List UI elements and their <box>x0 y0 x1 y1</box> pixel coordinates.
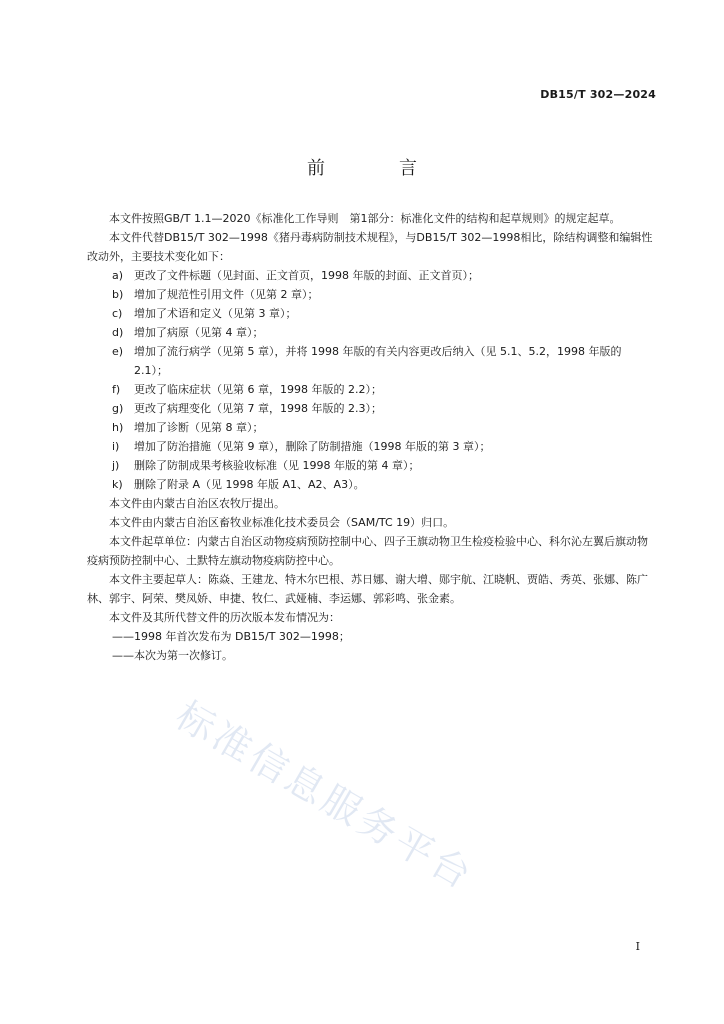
list-item <box>87 285 657 304</box>
drafting-rule-paragraph: 本文件按照GB/T 1.1—2020《标准化工作导则 第1部分：标准化文件的结构和起草规则》的规定起草。 <box>109 212 621 225</box>
section-title: 前 言 <box>307 158 445 179</box>
list-item-mark: g) <box>112 402 124 415</box>
drafters-paragraph: 本文件主要起草人：陈焱、王建龙、特木尔巴根、苏日娜、谢大增、郧宇航、江晓帆、贾皓、秀英、张娜、陈广林、郭宇、阿荣、樊凤娇、申捷、牧仁、武娅楠、李运娜、郭彩鸣、张金素。 <box>87 573 648 605</box>
list-item-mark: e) <box>112 345 124 358</box>
list-item <box>87 304 657 323</box>
list-item-mark: h) <box>112 421 124 434</box>
list-item <box>87 456 657 475</box>
list-item-mark: i) <box>112 440 120 453</box>
list-item-text: 增加了病原（见第 4 章）； <box>134 326 264 339</box>
list-item-mark: b) <box>112 288 124 301</box>
list-item-text: 增加了术语和定义（见第 3 章）； <box>134 307 297 320</box>
list-item-mark: j) <box>112 459 120 472</box>
list-item <box>87 437 657 456</box>
list-item-mark: k) <box>112 478 123 491</box>
replacement-paragraph: 本文件代替DB15/T 302—1998《猪丹毒病防制技术规程》，与DB15/T 302—1998相比，除结构调整和编辑性改动外，主要技术变化如下： <box>87 231 653 263</box>
page-number: I <box>635 940 640 953</box>
list-item-mark: c) <box>112 307 123 320</box>
list-item-mark: a) <box>112 269 124 282</box>
list-item <box>87 475 657 494</box>
history-intro-paragraph: 本文件及其所代替文件的历次版本发布情况为： <box>109 611 340 624</box>
list-item-text: 更改了病理变化（见第 7 章，1998 年版的 2.3）； <box>134 402 382 415</box>
history-line: ——本次为第一次修订。 <box>112 649 233 662</box>
list-item <box>87 418 657 437</box>
committee-paragraph: 本文件由内蒙古自治区畜牧业标准化技术委员会（SAM/TC 19）归口。 <box>109 516 455 529</box>
watermark: 标准信息服务平台 <box>168 692 482 899</box>
drafting-units-paragraph: 本文件起草单位：内蒙古自治区动物疫病预防控制中心、四子王旗动物卫生检疫检验中心、科尔沁左翼后旗动物疫病预防控制中心、土默特左旗动物疫病防控中心。 <box>87 535 648 567</box>
list-item-text: 删除了防制成果考核验收标准（见 1998 年版的第 4 章）； <box>134 459 420 472</box>
list-item-text: 增加了规范性引用文件（见第 2 章）； <box>134 288 319 301</box>
history-line: ——1998 年首次发布为 DB15/T 302—1998； <box>112 630 350 643</box>
list-item <box>87 399 657 418</box>
list-item <box>87 266 657 285</box>
list-item-text: 更改了文件标题（见封面、正文首页，1998 年版的封面、正文首页）； <box>134 269 479 282</box>
list-item <box>87 380 657 399</box>
list-item-mark: d) <box>112 326 124 339</box>
list-item-text: 更改了临床症状（见第 6 章，1998 年版的 2.2）； <box>134 383 382 396</box>
foreword-body <box>87 209 657 665</box>
list-item <box>87 323 657 342</box>
changes-list <box>87 266 657 494</box>
list-item <box>87 342 657 380</box>
list-item-text: 增加了诊断（见第 8 章）； <box>134 421 264 434</box>
list-item-text: 删除了附录 A（见 1998 年版 A1、A2、A3）。 <box>134 478 365 491</box>
list-item-text: 增加了流行病学（见第 5 章），并将 1998 年版的有关内容更改后纳入（见 5.1、5.2，1998 年版的 2.1）； <box>134 345 622 377</box>
document-code: DB15/T 302—2024 <box>540 88 656 101</box>
list-item-text: 增加了防治措施（见第 9 章），删除了防制措施（1998 年版的第 3 章）； <box>134 440 491 453</box>
proposer-paragraph: 本文件由内蒙古自治区农牧厅提出。 <box>109 497 285 510</box>
list-item-mark: f) <box>112 383 121 396</box>
